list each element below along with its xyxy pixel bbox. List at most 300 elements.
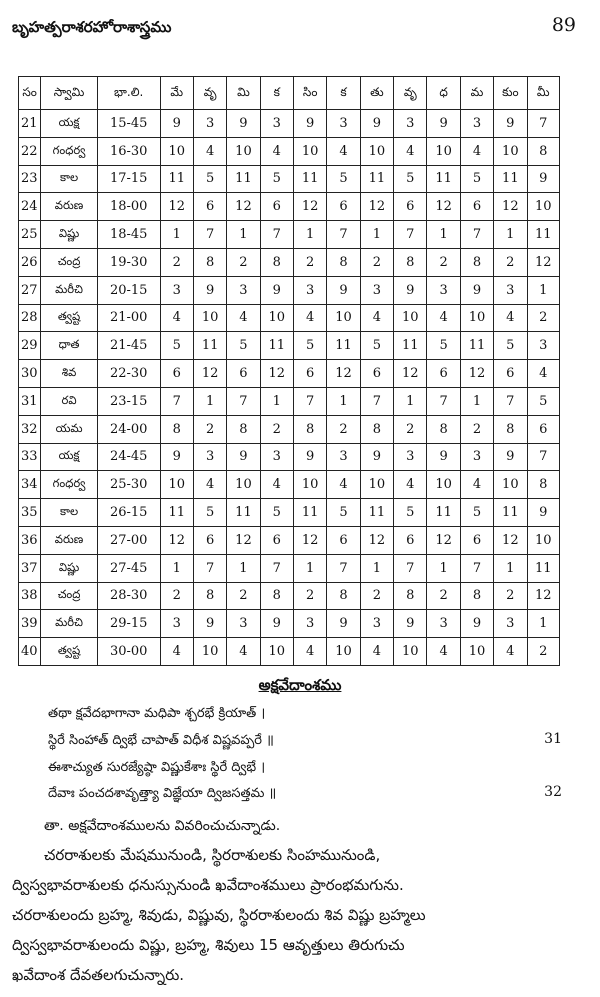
sign-cell: 2 xyxy=(193,415,226,443)
table-row xyxy=(19,387,560,415)
sign-cell: 5 xyxy=(394,165,427,193)
page-number: 89 xyxy=(551,14,576,36)
column-header: భా.లి. xyxy=(97,77,160,110)
sign-cell: 6 xyxy=(394,526,427,554)
degree-cell: 22-30 xyxy=(97,360,160,388)
sign-cell: 8 xyxy=(193,248,226,276)
sign-cell: 2 xyxy=(360,582,393,610)
deity-cell: యక్ష xyxy=(41,110,98,138)
table-header-row xyxy=(19,77,560,110)
sign-cell: 10 xyxy=(427,471,460,499)
table-row xyxy=(19,415,560,443)
sign-cell: 9 xyxy=(227,110,260,138)
sign-cell: 7 xyxy=(327,221,360,249)
varga-table xyxy=(18,76,560,666)
sign-cell: 5 xyxy=(360,332,393,360)
row-number: 39 xyxy=(19,610,41,638)
sign-cell: 4 xyxy=(494,638,527,666)
sign-cell: 4 xyxy=(327,471,360,499)
row-number: 31 xyxy=(19,387,41,415)
deity-cell: శివ xyxy=(41,360,98,388)
sign-cell: 2 xyxy=(293,248,326,276)
sign-cell: 10 xyxy=(360,471,393,499)
sign-cell: 2 xyxy=(427,248,460,276)
sign-cell: 11 xyxy=(293,165,326,193)
row-number: 33 xyxy=(19,443,41,471)
row-number: 37 xyxy=(19,554,41,582)
sign-cell: 1 xyxy=(527,610,560,638)
column-header: ధ xyxy=(427,77,460,110)
sign-cell: 6 xyxy=(227,360,260,388)
sign-cell: 10 xyxy=(327,304,360,332)
table-row xyxy=(19,638,560,666)
sign-cell: 7 xyxy=(527,110,560,138)
sign-cell: 6 xyxy=(193,193,226,221)
degree-cell: 20-15 xyxy=(97,276,160,304)
sign-cell: 3 xyxy=(260,443,293,471)
column-header: మీ xyxy=(527,77,560,110)
table-row xyxy=(19,248,560,276)
sign-cell: 12 xyxy=(160,193,193,221)
sign-cell: 9 xyxy=(427,443,460,471)
sign-cell: 9 xyxy=(260,276,293,304)
sign-cell: 11 xyxy=(527,221,560,249)
column-header: మి xyxy=(227,77,260,110)
row-number: 25 xyxy=(19,221,41,249)
verse-number: 31 xyxy=(544,731,562,747)
sign-cell: 3 xyxy=(327,443,360,471)
sign-cell: 12 xyxy=(460,360,493,388)
sign-cell: 12 xyxy=(394,360,427,388)
table-row xyxy=(19,193,560,221)
sign-cell: 9 xyxy=(293,110,326,138)
column-header: కుం xyxy=(494,77,527,110)
sign-cell: 10 xyxy=(494,471,527,499)
sign-cell: 10 xyxy=(494,137,527,165)
sign-cell: 8 xyxy=(394,248,427,276)
sign-cell: 11 xyxy=(527,554,560,582)
sign-cell: 7 xyxy=(260,554,293,582)
sign-cell: 8 xyxy=(193,582,226,610)
sign-cell: 12 xyxy=(527,582,560,610)
sign-cell: 11 xyxy=(260,332,293,360)
degree-cell: 18-45 xyxy=(97,221,160,249)
degree-cell: 23-15 xyxy=(97,387,160,415)
table-row xyxy=(19,110,560,138)
verse-line: దేవాః పంచదశావృత్త్యా విజ్ఞేయా ద్విజసత్తమ ॥ xyxy=(48,786,277,801)
deity-cell: కాల xyxy=(41,499,98,527)
commentary-line: ఖవేదాంశ దేవతలగుచున్నారు. xyxy=(12,966,185,984)
deity-cell: యమ xyxy=(41,415,98,443)
degree-cell: 21-00 xyxy=(97,304,160,332)
sign-cell: 3 xyxy=(160,610,193,638)
sign-cell: 6 xyxy=(260,193,293,221)
sign-cell: 5 xyxy=(327,499,360,527)
sign-cell: 1 xyxy=(360,221,393,249)
row-number: 22 xyxy=(19,137,41,165)
row-number: 24 xyxy=(19,193,41,221)
sign-cell: 6 xyxy=(327,526,360,554)
sign-cell: 4 xyxy=(293,304,326,332)
sign-cell: 8 xyxy=(360,415,393,443)
sign-cell: 3 xyxy=(427,276,460,304)
sign-cell: 3 xyxy=(293,276,326,304)
sign-cell: 1 xyxy=(427,221,460,249)
degree-cell: 28-30 xyxy=(97,582,160,610)
sign-cell: 5 xyxy=(260,499,293,527)
sign-cell: 6 xyxy=(527,415,560,443)
deity-cell: రవి xyxy=(41,387,98,415)
sign-cell: 4 xyxy=(360,638,393,666)
degree-cell: 25-30 xyxy=(97,471,160,499)
sign-cell: 10 xyxy=(394,638,427,666)
sign-cell: 9 xyxy=(394,276,427,304)
sign-cell: 11 xyxy=(293,499,326,527)
deity-cell: కాల xyxy=(41,165,98,193)
sign-cell: 3 xyxy=(327,110,360,138)
sign-cell: 9 xyxy=(327,610,360,638)
sign-cell: 10 xyxy=(360,137,393,165)
sign-cell: 3 xyxy=(193,443,226,471)
sign-cell: 10 xyxy=(527,526,560,554)
sign-cell: 9 xyxy=(260,610,293,638)
sign-cell: 11 xyxy=(394,332,427,360)
sign-cell: 4 xyxy=(527,360,560,388)
table-row xyxy=(19,137,560,165)
sign-cell: 10 xyxy=(327,638,360,666)
deity-cell: యక్ష xyxy=(41,443,98,471)
verse-line: స్థిరే సింహాత్ ద్విభే చాపాత్ విధీశ విష్ణవప్పరే ॥ xyxy=(48,733,274,748)
degree-cell: 30-00 xyxy=(97,638,160,666)
sign-cell: 12 xyxy=(227,526,260,554)
deity-cell: వరుణ xyxy=(41,193,98,221)
sign-cell: 9 xyxy=(193,610,226,638)
sign-cell: 2 xyxy=(360,248,393,276)
sign-cell: 8 xyxy=(327,582,360,610)
sign-cell: 7 xyxy=(327,554,360,582)
sign-cell: 2 xyxy=(260,415,293,443)
sign-cell: 9 xyxy=(460,276,493,304)
sign-cell: 3 xyxy=(227,276,260,304)
deity-cell: ధాత xyxy=(41,332,98,360)
sign-cell: 4 xyxy=(360,304,393,332)
table-row xyxy=(19,443,560,471)
sign-cell: 3 xyxy=(160,276,193,304)
degree-cell: 18-00 xyxy=(97,193,160,221)
table-row xyxy=(19,221,560,249)
sign-cell: 11 xyxy=(193,332,226,360)
sign-cell: 8 xyxy=(327,248,360,276)
degree-cell: 29-15 xyxy=(97,610,160,638)
sign-cell: 1 xyxy=(227,221,260,249)
sign-cell: 7 xyxy=(227,387,260,415)
sign-cell: 3 xyxy=(227,610,260,638)
sign-cell: 4 xyxy=(160,304,193,332)
sign-cell: 5 xyxy=(327,165,360,193)
sign-cell: 12 xyxy=(360,193,393,221)
sign-cell: 2 xyxy=(527,304,560,332)
sign-cell: 7 xyxy=(460,221,493,249)
table-row xyxy=(19,304,560,332)
sign-cell: 8 xyxy=(260,582,293,610)
sign-cell: 1 xyxy=(460,387,493,415)
sign-cell: 7 xyxy=(394,554,427,582)
sign-cell: 6 xyxy=(394,193,427,221)
sign-cell: 4 xyxy=(394,471,427,499)
sign-cell: 7 xyxy=(427,387,460,415)
row-number: 32 xyxy=(19,415,41,443)
sign-cell: 6 xyxy=(160,360,193,388)
sign-cell: 11 xyxy=(460,332,493,360)
sign-cell: 3 xyxy=(494,610,527,638)
sign-cell: 3 xyxy=(460,443,493,471)
column-header: స్వామి xyxy=(41,77,98,110)
sign-cell: 1 xyxy=(394,387,427,415)
sign-cell: 2 xyxy=(293,582,326,610)
deity-cell: విష్ణు xyxy=(41,221,98,249)
sign-cell: 2 xyxy=(327,415,360,443)
row-number: 36 xyxy=(19,526,41,554)
sign-cell: 3 xyxy=(260,110,293,138)
sign-cell: 5 xyxy=(460,165,493,193)
degree-cell: 16-30 xyxy=(97,137,160,165)
table-row xyxy=(19,471,560,499)
degree-cell: 27-00 xyxy=(97,526,160,554)
sign-cell: 9 xyxy=(460,610,493,638)
sign-cell: 6 xyxy=(260,526,293,554)
sign-cell: 2 xyxy=(527,638,560,666)
sign-cell: 7 xyxy=(460,554,493,582)
sign-cell: 12 xyxy=(160,526,193,554)
sign-cell: 7 xyxy=(160,387,193,415)
row-number: 29 xyxy=(19,332,41,360)
sign-cell: 9 xyxy=(160,110,193,138)
column-header: మ xyxy=(460,77,493,110)
sign-cell: 1 xyxy=(527,276,560,304)
sign-cell: 12 xyxy=(427,193,460,221)
sign-cell: 8 xyxy=(494,415,527,443)
sign-cell: 10 xyxy=(460,304,493,332)
deity-cell: గంధర్వ xyxy=(41,471,98,499)
sign-cell: 8 xyxy=(160,415,193,443)
sign-cell: 6 xyxy=(293,360,326,388)
sign-cell: 3 xyxy=(193,110,226,138)
sign-cell: 2 xyxy=(160,582,193,610)
column-header: మే xyxy=(160,77,193,110)
sign-cell: 11 xyxy=(227,165,260,193)
sign-cell: 6 xyxy=(193,526,226,554)
deity-cell: చంద్ర xyxy=(41,248,98,276)
sign-cell: 7 xyxy=(360,387,393,415)
sign-cell: 9 xyxy=(227,443,260,471)
sign-cell: 1 xyxy=(260,387,293,415)
sign-cell: 3 xyxy=(494,276,527,304)
sign-cell: 4 xyxy=(494,304,527,332)
sign-cell: 4 xyxy=(193,137,226,165)
sign-cell: 3 xyxy=(360,610,393,638)
sign-cell: 8 xyxy=(460,582,493,610)
sign-cell: 11 xyxy=(160,499,193,527)
column-header: క xyxy=(327,77,360,110)
sign-cell: 11 xyxy=(427,165,460,193)
sign-cell: 5 xyxy=(427,332,460,360)
sign-cell: 7 xyxy=(527,443,560,471)
degree-cell: 17-15 xyxy=(97,165,160,193)
row-number: 38 xyxy=(19,582,41,610)
sign-cell: 11 xyxy=(494,499,527,527)
sign-cell: 9 xyxy=(527,499,560,527)
sign-cell: 10 xyxy=(227,137,260,165)
column-header: క xyxy=(260,77,293,110)
table-row xyxy=(19,582,560,610)
sign-cell: 4 xyxy=(260,137,293,165)
deity-cell: త్వష్ట xyxy=(41,638,98,666)
commentary-line: తా. అక్షవేదాంశములను వివరించుచున్నాడు. xyxy=(44,818,281,834)
sign-cell: 4 xyxy=(293,638,326,666)
sign-cell: 1 xyxy=(227,554,260,582)
sign-cell: 4 xyxy=(394,137,427,165)
sign-cell: 12 xyxy=(193,360,226,388)
table-row xyxy=(19,165,560,193)
sign-cell: 9 xyxy=(293,443,326,471)
sign-cell: 11 xyxy=(160,165,193,193)
sign-cell: 1 xyxy=(360,554,393,582)
sign-cell: 10 xyxy=(260,304,293,332)
deity-cell: విష్ణు xyxy=(41,554,98,582)
page-header xyxy=(10,8,590,58)
sign-cell: 1 xyxy=(193,387,226,415)
deity-cell: మరీచి xyxy=(41,276,98,304)
sign-cell: 12 xyxy=(293,526,326,554)
degree-cell: 21-45 xyxy=(97,332,160,360)
sign-cell: 4 xyxy=(327,137,360,165)
sign-cell: 8 xyxy=(260,248,293,276)
sign-cell: 10 xyxy=(260,638,293,666)
table-row xyxy=(19,526,560,554)
row-number: 34 xyxy=(19,471,41,499)
sign-cell: 12 xyxy=(327,360,360,388)
degree-cell: 26-15 xyxy=(97,499,160,527)
column-header: తు xyxy=(360,77,393,110)
row-number: 40 xyxy=(19,638,41,666)
sign-cell: 5 xyxy=(160,332,193,360)
degree-cell: 19-30 xyxy=(97,248,160,276)
sign-cell: 12 xyxy=(427,526,460,554)
commentary-line: ద్విస్వభావరాశులకు ధనుస్సునుండి ఖవేదాంశములు ప్రారంభమగును. xyxy=(12,876,404,894)
sign-cell: 5 xyxy=(494,332,527,360)
sign-cell: 1 xyxy=(494,554,527,582)
sign-cell: 12 xyxy=(494,193,527,221)
sign-cell: 6 xyxy=(360,360,393,388)
sign-cell: 9 xyxy=(160,443,193,471)
commentary-line: చరరాశులకు మేషమునుండి, స్థిరరాశులకు సింహమునుండి, xyxy=(44,846,381,864)
sign-cell: 12 xyxy=(260,360,293,388)
sign-cell: 10 xyxy=(527,193,560,221)
table-body xyxy=(19,110,560,666)
sign-cell: 5 xyxy=(193,499,226,527)
sign-cell: 6 xyxy=(427,360,460,388)
row-number: 26 xyxy=(19,248,41,276)
sign-cell: 9 xyxy=(494,443,527,471)
table-row xyxy=(19,276,560,304)
row-number: 28 xyxy=(19,304,41,332)
sign-cell: 9 xyxy=(494,110,527,138)
sign-cell: 11 xyxy=(427,499,460,527)
commentary-line: ద్విస్వభావరాశులందు విష్ణు, బ్రహ్మ, శివులు 15 ఆవృత్తులు తిరుగుచు xyxy=(12,936,405,954)
verse-line: ఈశాచ్యుత సురజ్యేష్ఠా విష్ణుకేశాః స్థిరే ద్విభే । xyxy=(48,760,266,775)
sign-cell: 9 xyxy=(360,110,393,138)
sign-cell: 8 xyxy=(227,415,260,443)
sign-cell: 8 xyxy=(460,248,493,276)
sign-cell: 1 xyxy=(327,387,360,415)
sign-cell: 4 xyxy=(260,471,293,499)
sign-cell: 10 xyxy=(160,471,193,499)
sign-cell: 10 xyxy=(193,638,226,666)
sign-cell: 10 xyxy=(160,137,193,165)
sign-cell: 2 xyxy=(494,582,527,610)
sign-cell: 5 xyxy=(260,165,293,193)
sign-cell: 9 xyxy=(427,110,460,138)
sign-cell: 12 xyxy=(293,193,326,221)
sign-cell: 3 xyxy=(360,276,393,304)
deity-cell: చంద్ర xyxy=(41,582,98,610)
sign-cell: 5 xyxy=(527,387,560,415)
degree-cell: 15-45 xyxy=(97,110,160,138)
sign-cell: 8 xyxy=(394,582,427,610)
row-number: 23 xyxy=(19,165,41,193)
sign-cell: 3 xyxy=(394,110,427,138)
deity-cell: త్వష్ట xyxy=(41,304,98,332)
sign-cell: 1 xyxy=(293,221,326,249)
sign-cell: 2 xyxy=(394,415,427,443)
sign-cell: 7 xyxy=(394,221,427,249)
sign-cell: 8 xyxy=(427,415,460,443)
column-header: వృ xyxy=(193,77,226,110)
sign-cell: 3 xyxy=(427,610,460,638)
sign-cell: 5 xyxy=(394,499,427,527)
sign-cell: 10 xyxy=(394,304,427,332)
sign-cell: 6 xyxy=(327,193,360,221)
sign-cell: 1 xyxy=(160,554,193,582)
sign-cell: 5 xyxy=(193,165,226,193)
verse-line: తథా క్షవేదభాగానా మధిపా శ్చరభే క్రియాత్ । xyxy=(48,706,266,721)
sign-cell: 4 xyxy=(460,471,493,499)
table-row xyxy=(19,332,560,360)
section-title: అక్షవేదాంశము xyxy=(258,676,342,694)
sign-cell: 3 xyxy=(293,610,326,638)
sign-cell: 1 xyxy=(293,554,326,582)
sign-cell: 4 xyxy=(427,638,460,666)
sign-cell: 3 xyxy=(527,332,560,360)
sign-cell: 2 xyxy=(160,248,193,276)
row-number: 30 xyxy=(19,360,41,388)
table-row xyxy=(19,610,560,638)
book-title: బృహత్పరాశరహోరాశాస్త్రము xyxy=(12,18,172,36)
sign-cell: 5 xyxy=(227,332,260,360)
sign-cell: 8 xyxy=(527,471,560,499)
sign-cell: 10 xyxy=(293,137,326,165)
sign-cell: 8 xyxy=(527,137,560,165)
sign-cell: 1 xyxy=(160,221,193,249)
degree-cell: 24-00 xyxy=(97,415,160,443)
sign-cell: 2 xyxy=(494,248,527,276)
deity-cell: వరుణ xyxy=(41,526,98,554)
degree-cell: 27-45 xyxy=(97,554,160,582)
sign-cell: 11 xyxy=(494,165,527,193)
deity-cell: గంధర్వ xyxy=(41,137,98,165)
sign-cell: 11 xyxy=(327,332,360,360)
sign-cell: 5 xyxy=(460,499,493,527)
